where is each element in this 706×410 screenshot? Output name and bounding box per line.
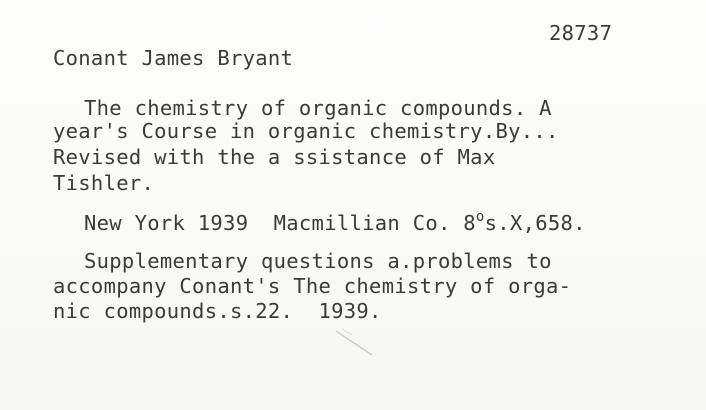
supplement-line-3: nic compounds.s.22. 1939. [53,299,382,323]
imprint-line [84,209,586,237]
supplement-line-1: Supplementary questions a.problems to [84,249,552,273]
title-line-2: year's Course in organic chemistry.By... [53,119,559,143]
catalog-number: 28737 [549,21,613,45]
title-line-3: Revised with the a ssistance of Max [53,145,496,169]
author-name: Conant James Bryant [53,46,294,70]
imprint-text: New York 1939 Macmillian Co. 8 [84,211,476,235]
title-line-4: Tishler. [53,171,155,195]
imprint-collation: s.X,658. [484,211,586,235]
title-line-1: The chemistry of organic compounds. A [84,96,552,120]
supplement-line-2: accompany Conant's The chemistry of orga- [53,274,572,298]
imprint-superscript: o [475,209,485,225]
pencil-smudge-mark [330,325,390,365]
